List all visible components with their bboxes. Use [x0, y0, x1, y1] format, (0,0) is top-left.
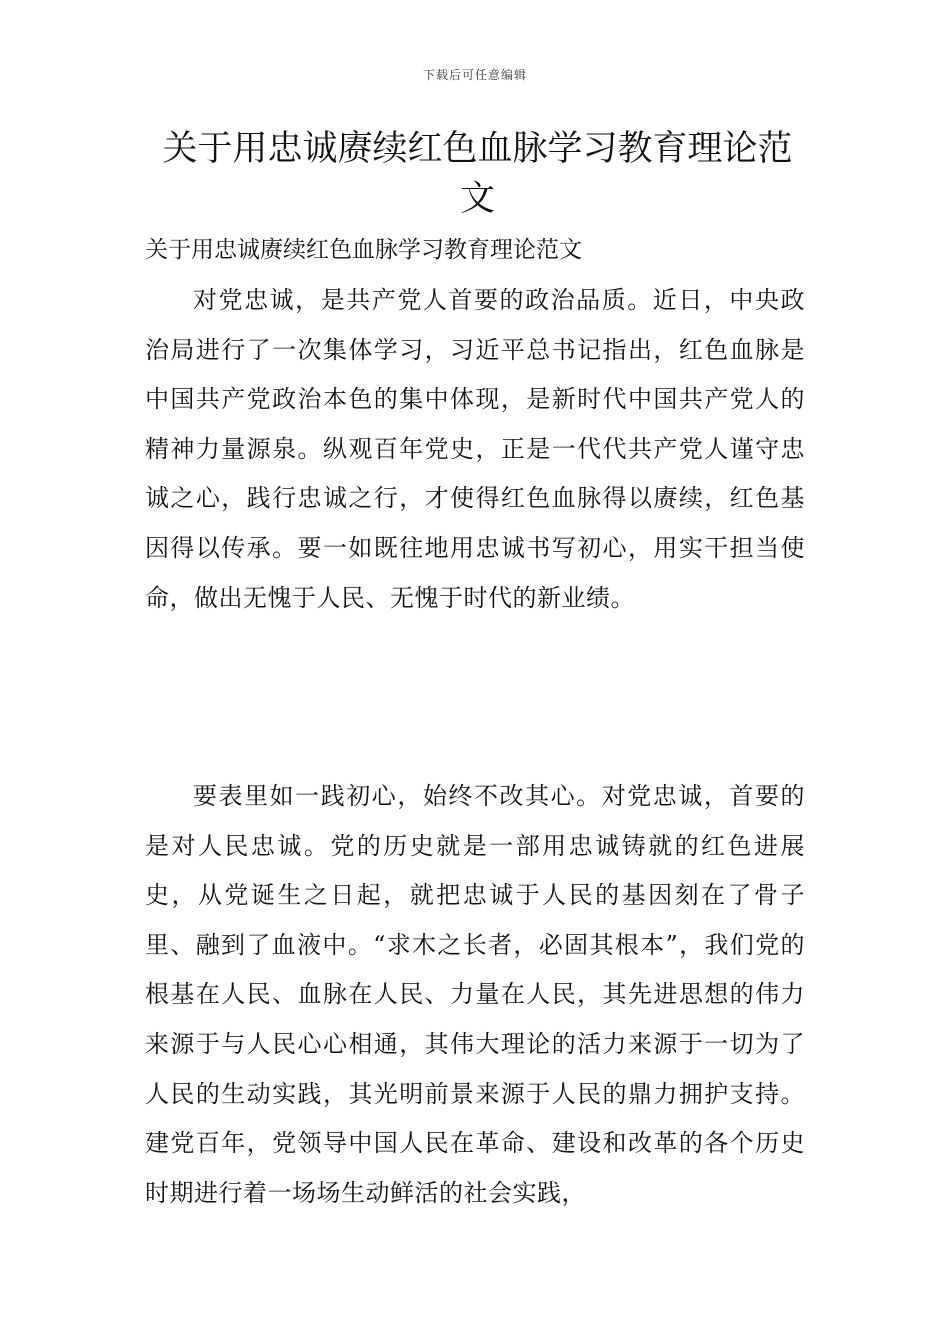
header-note: 下载后可任意编辑 — [422, 68, 527, 82]
document-subtitle: 关于用忠诚赓续红色血脉学习教育理论范文 — [145, 237, 582, 263]
paragraph-2: 要表里如一践初心，始终不改其心。对党忠诚，首要的是对人民忠诚。党的历史就是一部用忠诚铸就的红色进展史，从党诞生之日起，就把忠诚于人民的基因刻在了骨子里、融到了血液中。“求木之长者，必固其根本”，我们党的根基在人民、血脉在人民、力量在人民，其先进思想的伟力来源于与人民心心相通，其伟大理论的活力来源于一切为了人民的生动实践，其光明前景来源于人民的鼎力拥护支持。建党百年，党领导中国人民在革命、建设和改革的各个历史时期进行着一场场生动鲜活的社会实践， — [145, 782, 805, 1207]
paragraph-1: 对党忠诚，是共产党人首要的政治品质。近日，中央政治局进行了一次集体学习，习近平总书记指出，红色血脉是中国共产党政治本色的集中体现，是新时代中国共产党人的精神力量源泉。纵观百年党史，正是一代代共产党人谨守忠诚之心，践行忠诚之行，才使得红色血脉得以赓续，红色基因得以传承。要一如既往地用忠诚书写初心，用实干担当使命，做出无愧于人民、无愧于时代的新业绩。 — [145, 286, 805, 612]
document-title: 关于用忠诚赓续红色血脉学习教育理论范文 — [162, 129, 793, 219]
